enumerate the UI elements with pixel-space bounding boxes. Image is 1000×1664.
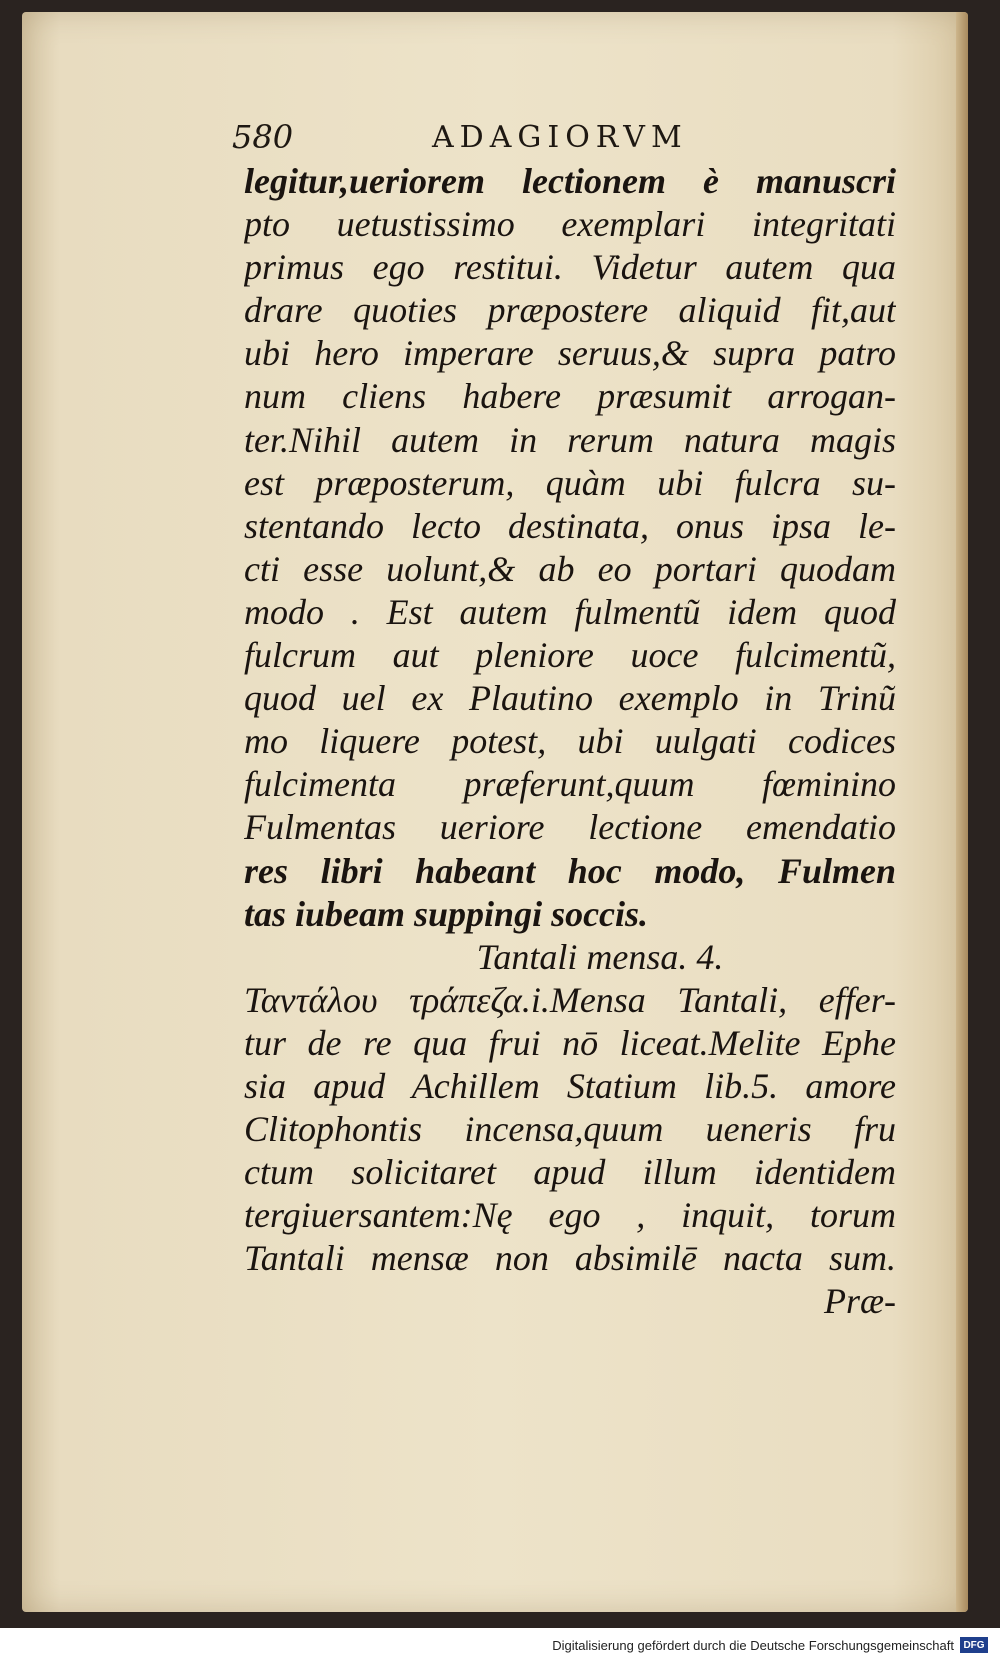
text-line: est præposterum, quàm ubi fulcra su- [244,462,896,503]
text-line: sia apud Achillem Statium lib.5. amore [244,1065,896,1106]
text-line: ctum solicitaret apud illum identidem [244,1152,896,1193]
text-line: Ταντάλου τράπεζα.i.Mensa Tantali, effer- [244,979,896,1020]
text-line: Fulmentas ueriore lectione emendatio [244,807,896,848]
text-line: quod uel ex Plautino exemplo in Trinũ [244,678,896,719]
text-line: tergiuersantem:Nę ego , inquit, torum [244,1195,896,1236]
text-line: mo liquere potest, ubi uulgati codices [244,721,896,762]
body-text [244,160,896,1324]
text-line: tas iubeam suppingi soccis. [244,893,649,934]
footer-bar [0,1628,1000,1664]
text-line: legitur,ueriorem lectionem è manuscri [244,161,896,201]
dfg-logo: DFG [960,1637,988,1653]
page-header [232,118,792,162]
text-line: fulcrum aut pleniore uoce fulcimentũ, [244,635,896,676]
section-heading: Tantali mensa. 4. [476,936,724,977]
text-line: Clitophontis incensa,quum ueneris fru [244,1109,896,1150]
text-line: cti esse uolunt,& ab eo portari quodam [244,548,896,589]
catchword: Præ- [824,1281,896,1322]
running-title: ADAGIORVM [432,120,688,155]
text-line: Tantali mensæ non absimilē nacta sum. [244,1238,896,1279]
page-edge [956,12,968,1612]
text-line: drare quoties præpostere aliquid fit,aut [244,290,896,331]
text-line: num cliens habere præsumit arrogan- [244,376,896,417]
text-line: tur de re qua frui nō liceat.Melite Ephe [244,1022,896,1063]
text-line: fulcimenta præferunt,quum fœminino [244,764,896,805]
text-line: stentando lecto destinata, onus ipsa le- [244,505,896,546]
text-line: modo . Est autem fulmentũ idem quod [244,591,896,632]
funding-credit: Digitalisierung gefördert durch die Deutsche Forschungsgemeinschaft [552,1638,954,1653]
text-line: ter.Nihil autem in rerum natura magis [244,419,896,460]
text-line: primus ego restitui. Videtur autem qua [244,247,896,288]
text-line: pto uetustissimo exemplari integritati [244,204,896,245]
text-line: ubi hero imperare seruus,& supra patro [244,333,896,374]
text-line: res libri habeant hoc modo, Fulmen [244,850,896,891]
page-number: 580 [232,118,294,156]
